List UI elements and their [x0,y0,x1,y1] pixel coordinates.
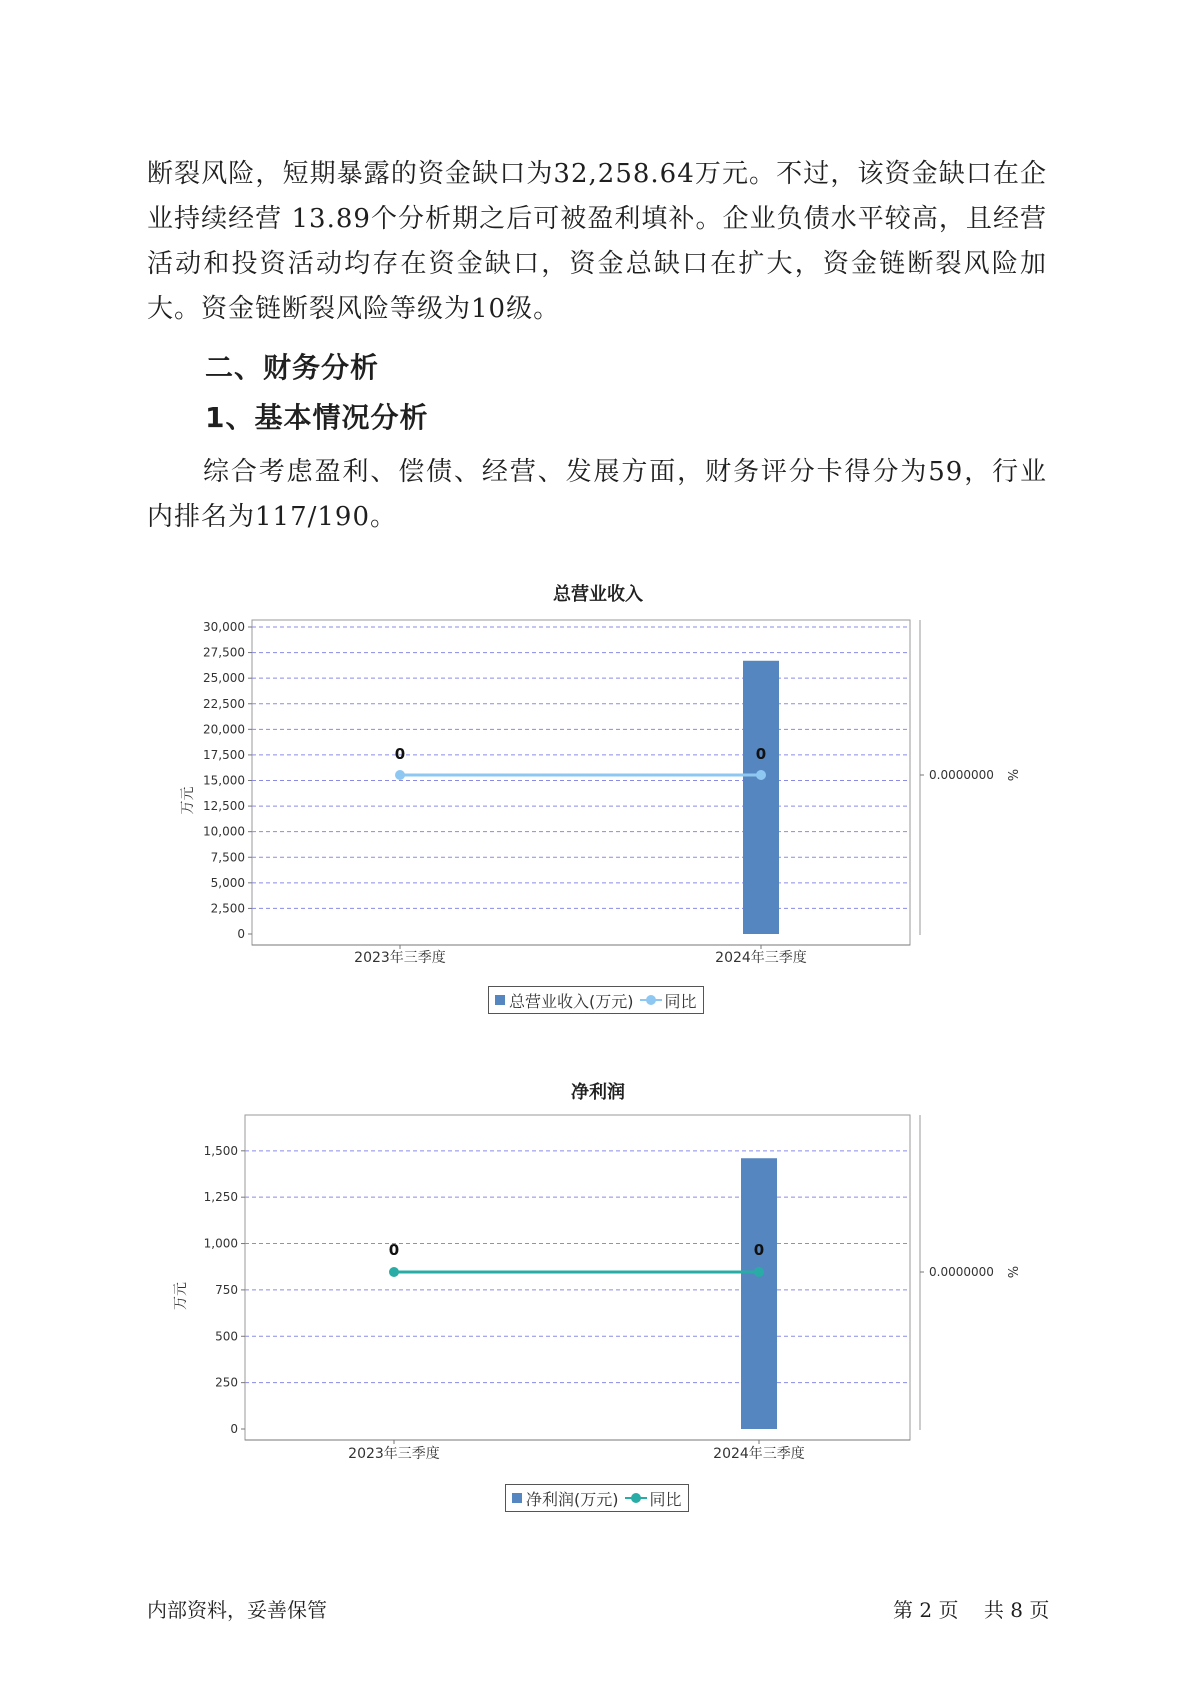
y-tick-label: 30,000 [203,620,245,634]
paragraph-funding-risk: 断裂风险，短期暴露的资金缺口为32,258.64万元。不过，该资金缺口在企业持续经营 13.89个分析期之后可被盈利填补。企业负债水平较高，且经营活动和投资活动均存在资金缺口，资金总缺口在扩大，资金链断裂风险加大。资金链断裂风险等级为10级。 [147,159,1047,324]
bar [741,1158,777,1429]
footer-confidential: 内部资料，妥善保管 [147,1598,327,1622]
y-tick-label: 2,500 [210,901,245,916]
subsection-heading: 1、基本情况分析 [205,401,429,434]
data-label: 0 [755,745,767,763]
y-axis-label: 万元 [180,786,196,815]
data-label: 0 [394,745,406,763]
y-tick-label: 1,250 [203,1190,238,1205]
legend-label-bar: 净利润(万元) [526,1489,619,1509]
y-tick-label: 22,500 [203,696,245,711]
x-tick-label: 2023年三季度 [354,950,446,966]
footer-page-number [893,1594,1049,1623]
y-tick-label: 10,000 [203,824,245,839]
footer-page-prefix: 第 [893,1598,913,1622]
data-label: 0 [753,1241,765,1259]
line-point [754,1267,764,1277]
x-tick-label: 2023年三季度 [348,1446,440,1462]
paragraph-scorecard: 综合考虑盈利、偿债、经营、发展方面，财务评分卡得分为59，行业内排名为117/190。 [147,457,1047,532]
y-tick-label: 25,000 [203,671,245,686]
y-tick-label: 0 [230,1422,238,1436]
footer-page-num: 2 [919,1598,933,1622]
x-tick-label: 2024年三季度 [715,950,807,966]
y2-axis-label: % [1004,768,1019,782]
section-heading: 二、财务分析 [205,351,380,384]
y-tick-label: 0 [237,927,245,941]
chart-legend [505,1484,689,1512]
data-label: 0 [388,1241,400,1259]
footer-total-unit: 页 [1029,1598,1050,1622]
y-tick-label: 1,000 [203,1236,238,1251]
y-tick-label: 1,500 [203,1143,238,1158]
y2-axis-label: % [1004,1265,1019,1279]
legend-bar-swatch [512,1493,522,1503]
footer-total-num: 8 [1010,1598,1023,1622]
legend-line-marker [625,1493,647,1503]
y2-tick-label: 0.0000000 [929,1265,994,1279]
y-tick-label: 17,500 [203,747,245,762]
y-axis-label: 万元 [173,1282,189,1310]
y-tick-label: 12,500 [203,799,245,814]
footer-page-unit: 页 [938,1598,959,1622]
y-tick-label: 7,500 [210,850,245,865]
chart-title: 总营业收入 [553,584,643,605]
y-tick-label: 250 [215,1375,238,1390]
y-tick-label: 27,500 [203,645,245,660]
line-point [389,1267,399,1277]
chart-title: 净利润 [571,1082,625,1103]
x-tick-label: 2024年三季度 [713,1446,805,1462]
footer-total-prefix: 共 [983,1598,1004,1622]
y-tick-label: 750 [215,1282,238,1297]
y2-tick-label: 0.0000000 [929,768,994,782]
legend-label-line: 同比 [649,1489,682,1509]
legend-label-bar: 总营业收入(万元) [509,991,634,1011]
legend-label-line: 同比 [664,991,697,1011]
y-tick-label: 20,000 [203,722,245,737]
y-tick-label: 500 [215,1329,238,1344]
plot-frame [245,1115,910,1440]
y-tick-label: 15,000 [203,773,245,788]
y-tick-label: 5,000 [210,875,245,890]
